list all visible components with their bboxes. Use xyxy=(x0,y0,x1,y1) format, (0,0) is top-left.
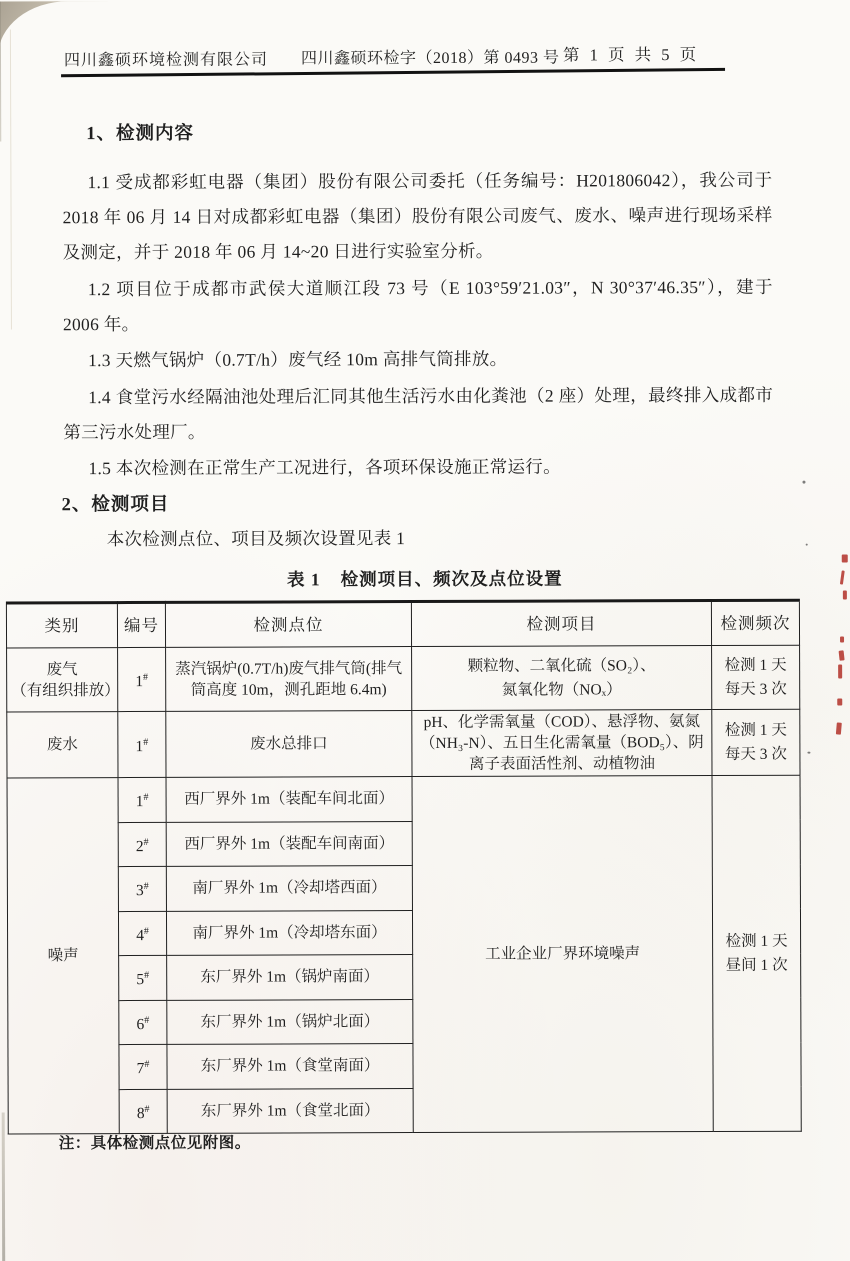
table-1-title-label: 表 1 xyxy=(286,569,321,590)
col-header-site: 检测点位 xyxy=(165,602,411,648)
gas-items-cell: 颗粒物、二氧化硫（SO₂）、 氮氧化物（NOₓ） xyxy=(412,645,712,710)
noise-site-cell: 东厂界外 1m（食堂南面） xyxy=(167,1044,413,1089)
table-1-title-text: 检测项目、频次及点位设置 xyxy=(340,568,563,590)
seal-fragment xyxy=(836,722,842,734)
col-header-category: 类别 xyxy=(6,603,117,648)
seal-fragment xyxy=(843,591,847,600)
seal-fragment xyxy=(839,650,845,660)
section-2-intro: 本次检测点位、项目及频次设置见表 1 xyxy=(106,528,406,550)
noise-site-cell: 西厂界外 1m（装配车间南面） xyxy=(166,821,412,866)
page-edge-line xyxy=(2,1112,6,1261)
seal-fragment xyxy=(840,637,844,643)
page-header-page-info: 第 1 页 共 5 页 xyxy=(562,45,700,65)
scan-speck xyxy=(807,752,810,754)
noise-number-cell: 1# xyxy=(118,777,166,822)
water-frequency-cell: 检测 1 天 每天 3 次 xyxy=(712,709,800,775)
noise-site-cell: 南厂界外 1m（冷却塔西面） xyxy=(166,866,412,911)
section-2-heading: 2、检测项目 xyxy=(61,494,170,516)
seal-fragment xyxy=(838,665,842,679)
col-header-items: 检测项目 xyxy=(411,601,711,647)
noise-number-cell: 7# xyxy=(119,1044,167,1089)
noise-frequency-cell: 检测 1 天 昼间 1 次 xyxy=(712,775,801,1131)
noise-number-cell: 5# xyxy=(119,955,167,1000)
paragraph-1-1: 1.1 受成都彩虹电器（集团）股份有限公司委托（任务编号：H201806042），我公司于 2018 年 06 月 14 日对成都彩虹电器（集团）股份有限公司废气、废水、噪声进行现场采样及测定，并于 2018 年 06 月 14~20 日进行实验室分析。 xyxy=(62,169,773,263)
noise-site-cell: 东厂界外 1m（锅炉南面） xyxy=(167,955,413,1000)
noise-site-cell: 南厂界外 1m（冷却塔东面） xyxy=(166,910,412,955)
gas-category-cell: 废气 （有组织排放） xyxy=(7,648,118,712)
noise-site-cell: 西厂界外 1m（装配车间北面） xyxy=(166,777,412,822)
table-header-row xyxy=(6,600,799,648)
noise-site-cell: 东厂界外 1m（锅炉北面） xyxy=(167,999,413,1044)
scan-speck xyxy=(806,544,808,546)
section-1-heading: 1、检测内容 xyxy=(86,123,195,145)
monitoring-setup-table xyxy=(6,599,802,1135)
water-items-cell: pH、化学需氧量（COD）、悬浮物、氨氮（NH₃-N）、五日生化需氧量（BOD₅）、阴离子表面活性剂、动植物油 xyxy=(412,709,712,776)
noise-category-cell: 噪声 xyxy=(7,778,119,1134)
water-site-cell: 废水总排口 xyxy=(166,711,412,778)
table-1-title xyxy=(0,565,850,593)
seal-fragment xyxy=(842,555,848,563)
table-row-waste-gas xyxy=(7,645,800,712)
scan-speck xyxy=(802,481,805,484)
noise-site-cell: 东厂界外 1m（食堂北面） xyxy=(167,1088,413,1133)
col-header-number: 编号 xyxy=(117,602,165,647)
noise-number-cell: 6# xyxy=(119,1000,167,1045)
page-header-doc-number: 四川鑫硕环检字（2018）第 0493 号 xyxy=(300,49,560,68)
col-header-frequency: 检测频次 xyxy=(711,600,799,645)
paragraph-1-3: 1.3 天燃气锅炉（0.7T/h）废气经 10m 高排气筒排放。 xyxy=(88,348,508,371)
noise-item-cell: 工业企业厂界环境噪声 xyxy=(412,775,713,1132)
seal-fragment xyxy=(837,699,842,706)
gas-number-cell: 1# xyxy=(118,647,166,711)
water-number-cell: 1# xyxy=(118,711,166,777)
paragraph-1-4: 1.4 食堂污水经隔油池处理后汇同其他生活污水由化粪池（2 座）处理，最终排入成都市第三污水处理厂。 xyxy=(63,384,774,443)
page-header-company: 四川鑫硕环境检测有限公司 xyxy=(63,51,269,70)
paragraph-1-2: 1.2 项目位于成都市武侯大道顺江段 73 号（E 103°59′21.03″，N 30°37′46.35″），建于 2006 年。 xyxy=(62,276,773,335)
table-row-noise-1 xyxy=(7,775,800,822)
water-category-cell: 废水 xyxy=(7,712,118,778)
gas-site-cell: 蒸汽锅炉(0.7T/h)废气排气筒(排气筒高度 10m，测孔距地 6.4m) xyxy=(166,647,412,712)
noise-number-cell: 3# xyxy=(118,866,166,911)
gas-frequency-cell: 检测 1 天 每天 3 次 xyxy=(712,645,800,709)
noise-number-cell: 2# xyxy=(118,822,166,867)
paragraph-1-5: 1.5 本次检测在正常生产工况进行，各项环保设施正常运行。 xyxy=(88,456,561,479)
table-row-waste-water xyxy=(7,709,800,778)
noise-number-cell: 8# xyxy=(119,1089,167,1134)
table-note: 注：具体检测点位见附图。 xyxy=(58,1134,251,1153)
noise-number-cell: 4# xyxy=(118,911,166,956)
